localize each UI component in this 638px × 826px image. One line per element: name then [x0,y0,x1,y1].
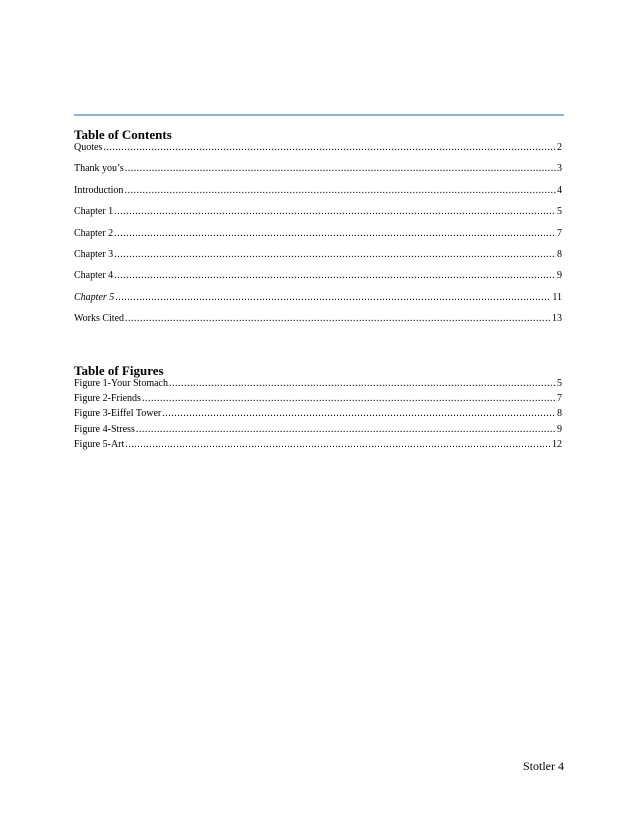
toc-entry-page-number: 13 [552,313,562,325]
toc-entry[interactable] [74,249,562,270]
toc-entry-page-number: 11 [552,291,562,303]
figure-entry[interactable] [74,439,562,454]
figure-entry-title: Figure 3-Eiffel Tower [74,408,162,420]
dot-leader [125,313,551,325]
dot-leader [136,424,556,436]
toc-entry[interactable] [74,206,562,227]
figure-entry-page-number: 5 [557,378,562,389]
toc-entry[interactable] [74,163,562,184]
toc-entry-title: Chapter 3 [74,248,114,260]
header-divider [74,114,564,116]
toc-entry-title: Introduction [74,184,124,196]
dot-leader [169,378,556,390]
toc-entry-title: Works Cited [74,313,125,325]
table-of-figures-heading: Table of Figures [74,363,164,378]
figure-entry-page-number: 9 [557,423,562,435]
toc-entry-page-number: 7 [557,227,562,239]
page-footer: Stotler 4 [523,759,564,773]
dot-leader [114,206,556,218]
dot-leader [124,185,556,197]
figure-entry[interactable] [74,393,562,408]
toc-entry-title: Chapter 1 [74,206,114,218]
figure-entry-title: Figure 4-Stress [74,423,135,435]
dot-leader [114,228,556,240]
dot-leader [125,439,551,451]
table-of-contents-list [74,142,562,335]
dot-leader [114,249,556,261]
toc-entry-page-number: 4 [557,184,562,196]
figure-entry[interactable] [74,378,562,393]
figure-entry-title: Figure 2-Friends [74,393,141,405]
dot-leader [125,163,556,175]
toc-entry-page-number: 9 [557,270,562,282]
toc-entry-page-number: 3 [557,163,562,175]
toc-entry-title: Chapter 2 [74,227,114,239]
toc-entry[interactable] [74,228,562,249]
figure-entry-page-number: 7 [557,393,562,405]
dot-leader [103,142,556,154]
toc-entry-title: Chapter 4 [74,270,114,282]
dot-leader [162,408,556,420]
dot-leader [114,270,556,282]
toc-entry-title: Thank you’s [74,163,124,175]
figure-entry-title: Figure 5-Art [74,438,125,450]
toc-entry-page-number: 2 [557,142,562,153]
figure-entry-title: Figure 1-Your Stomach [74,378,168,389]
toc-entry[interactable] [74,292,562,313]
table-of-contents-heading: Table of Contents [74,127,172,142]
toc-entry-page-number: 8 [557,248,562,260]
table-of-figures-list [74,378,562,454]
toc-entry[interactable] [74,185,562,206]
toc-entry-page-number: 5 [557,206,562,218]
dot-leader [142,393,556,405]
figure-entry[interactable] [74,408,562,423]
toc-entry[interactable] [74,313,562,334]
toc-entry[interactable] [74,270,562,291]
toc-entry[interactable] [74,142,562,163]
toc-entry-title: Quotes [74,142,103,153]
figure-entry-page-number: 8 [557,408,562,420]
figure-entry-page-number: 12 [552,438,562,450]
toc-entry-title: Chapter 5 [74,291,115,303]
figure-entry[interactable] [74,424,562,439]
dot-leader [115,292,551,304]
